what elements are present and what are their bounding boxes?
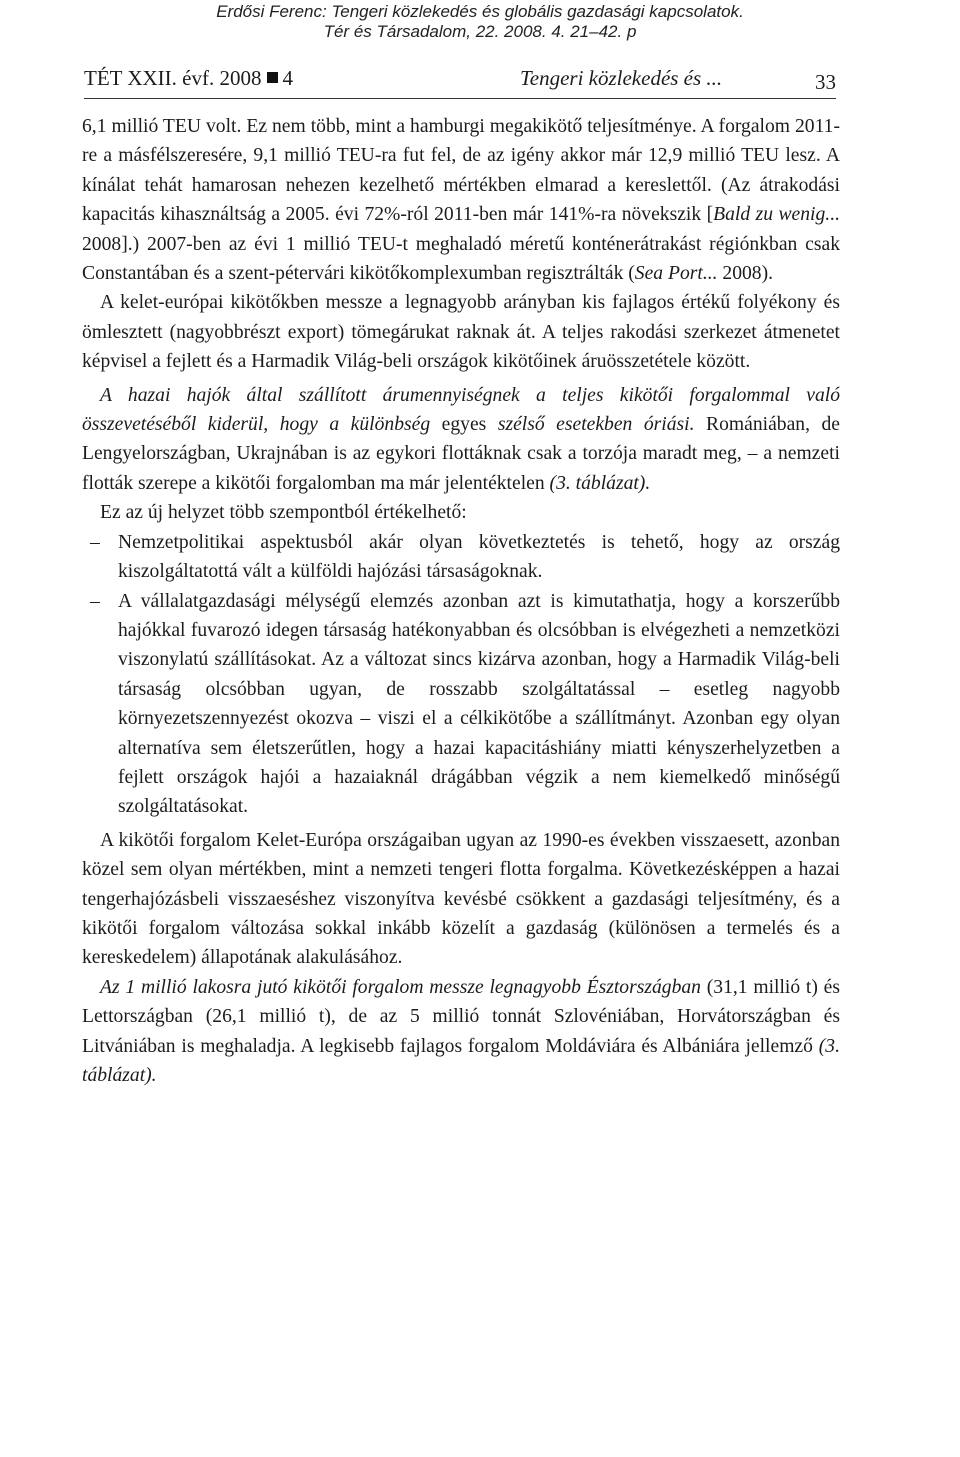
text-run: 2008].) 2007-ben az évi 1 millió TEU-t meghaladó méretű konténerátrakást régiónkban csak Constantában és a szent-pétervári kikötőkomplexumban regisztrálták ( bbox=[82, 233, 840, 285]
paragraph-6 bbox=[82, 973, 840, 1091]
paragraph-2: A kelet-európai kikötőkben messze a legnagyobb arányban kis fajlagos értékű folyékony és ömlesztett (nagyobbrészt export) tömegárukat raknak át. A teljes rakodási szerkezet átmenetet képvisel a fejlett és a Harmadik Világ-beli országok kikötőinek áruösszetétele között. bbox=[82, 292, 840, 373]
emphasis-run: Az 1 millió lakosra jutó kikötői forgalom messze legnagyobb Észtországban bbox=[100, 976, 701, 998]
paragraph-5: A kikötői forgalom Kelet-Európa országaiban ugyan az 1990-es években visszaesett, azonban közel sem olyan mértékben, mint a nemzeti tengeri flotta forgalma. Következésképpen a hazai tengerhajózásbeli visszaeséshez viszonyítva kevésbé csökkent a gazdasági teljesítmény, és a kikötői forgalom változása sokkal inkább közelít a gazdaság (különösen a termelés és a kereskedelem) állapotának alakulásához. bbox=[82, 829, 840, 969]
table-reference: (3. táblázat). bbox=[549, 472, 651, 494]
citation-line-2: Tér és Társadalom, 22. 2008. 4. 21–42. p bbox=[323, 22, 637, 41]
dash-bullet: – bbox=[90, 531, 100, 553]
text-run: 6,1 millió TEU volt. Ez nem több, mint a hamburgi megakikötő teljesítménye. A forgalom 2011-re a másfélszeresére, 9,1 millió TEU-ra fut fel, de az igény akkor már 12,9 millió TEU lesz. A kínálat tehát hamarosan nehezen kezelhető mértékben elmarad a kereslettől. (Az átrakodási kapacitás kihasználtság a 2005. évi 72%-ról 2011-ben már 141%-ra növekszik [ bbox=[82, 116, 840, 226]
citation-bald-zu-wenig: Bald zu wenig... bbox=[713, 204, 840, 226]
list-item bbox=[82, 528, 840, 587]
paragraph-1 bbox=[82, 112, 840, 288]
citation-block bbox=[0, 2, 960, 42]
table-reference: (3. táblázat). bbox=[82, 1035, 840, 1086]
journal-name: TÉT XXII. évf. 2008 bbox=[84, 66, 262, 90]
text-run: egyes bbox=[430, 414, 498, 436]
emphasis-run: A hazai hajók által szállított árumennyiségnek a teljes kikötői forgalommal való összevetéséből kiderül, hogy a különbség bbox=[82, 384, 840, 436]
text-run: (31,1 millió t) és Lettországban (26,1 millió t), de az 5 millió tonnát Szlovéniában, Horvátországban és Litvániában is meghaladja. A legkisebb fajlagos forgalom Moldáviára és Albániára jellemző bbox=[82, 976, 840, 1057]
paragraph-3 bbox=[82, 381, 840, 499]
page-number: 33 bbox=[815, 70, 836, 94]
running-title: Tengeri közlekedés és ... bbox=[520, 66, 723, 90]
paragraph-4: Ez az új helyzet több szempontból értékelhető: bbox=[100, 502, 467, 524]
article-body bbox=[82, 112, 840, 1090]
text-run: Romániában, de Lengyelországban, Ukrajnában is az egykori flottáknak csak a torzója maradt meg, – a nemzeti flották szerepe a kikötői forgalomban ma már jelentéktelen bbox=[82, 414, 840, 494]
text-run: 2008). bbox=[717, 263, 774, 285]
emphasis-run: szélső esetekben óriási. bbox=[497, 414, 695, 436]
evaluation-list bbox=[82, 528, 840, 822]
dash-bullet: – bbox=[90, 590, 100, 612]
journal-info bbox=[84, 66, 293, 91]
list-item-text: Nemzetpolitikai aspektusból akár olyan következtetés is tehető, hogy az ország kiszolgáltatottá vált a külföldi hajózási társaságoknak. bbox=[118, 531, 840, 583]
list-item-text: A vállalatgazdasági mélységű elemzés azonban azt is kimutathatja, hogy a korszerűbb hajókkal fuvarozó idegen társaság hatékonyabban és olcsóbban is elvégezheti a nemzetközi viszonylatú szállításokat. Az a változat sincs kizárva azonban, hogy a Harmadik Világ-beli társaság olcsóbban ugyan, de rosszabb szolgáltatással – esetleg nagyobb környezetszennyezést okozva – viszi el a célkikötőbe a szállítmányt. Azonban egy olyan alternatíva sem életszerűtlen, hogy a hazai kapacitáshiány miatti kényszerhelyzetben a fejlett országok hajói a hazaiaknál drágábban végzik a nem kiemelkedő minőségű szolgáltatásokat. bbox=[118, 590, 840, 818]
issue-number: 4 bbox=[282, 66, 293, 90]
list-item bbox=[82, 587, 840, 822]
running-header bbox=[84, 64, 836, 99]
citation-line-1: Erdősi Ferenc: Tengeri közlekedés és globális gazdasági kapcsolatok. bbox=[216, 2, 744, 21]
square-bullet-icon bbox=[267, 72, 278, 83]
citation-sea-port: Sea Port... bbox=[634, 263, 718, 285]
